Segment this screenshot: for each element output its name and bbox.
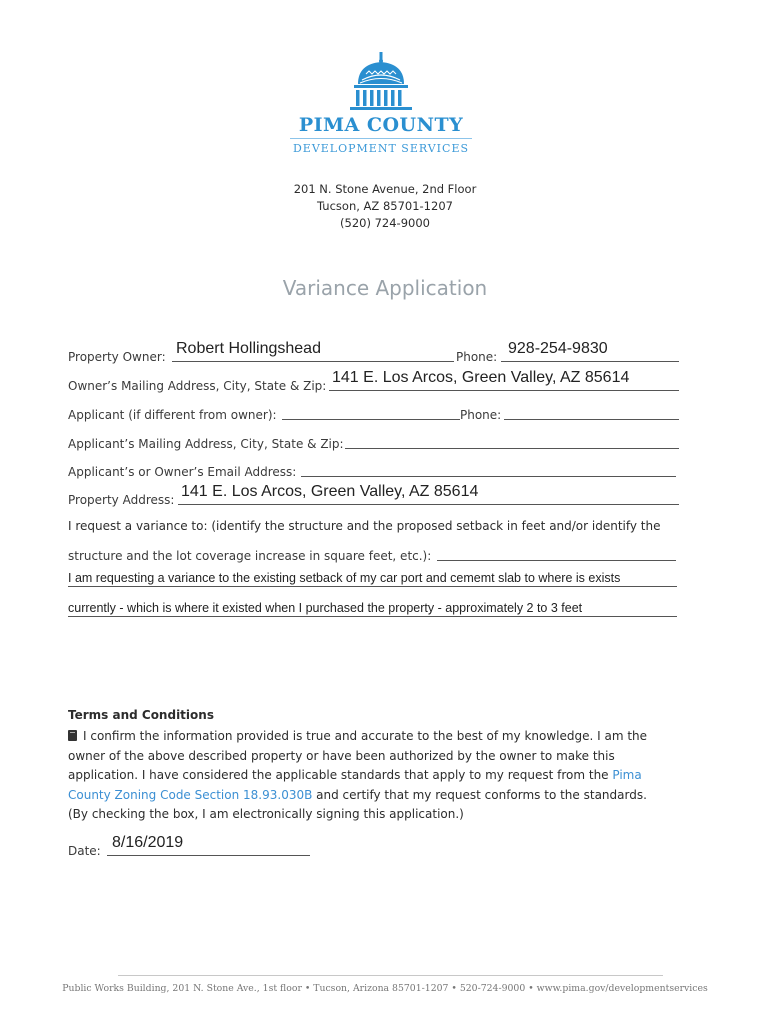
office-address [0,181,770,232]
logo-divider [290,138,472,139]
terms-body [68,727,678,825]
property-address-row [68,483,680,507]
address-line-2: Tucson, AZ 85701-1207 [317,199,453,213]
property-owner-value: Robert Hollingshead [176,340,321,357]
form-title: Variance Application [282,276,488,300]
owner-phone-label: Phone: [456,350,498,364]
variance-request-row [68,545,680,563]
applicant-mailing-label: Applicant’s Mailing Address, City, State & Zip: [68,437,344,451]
property-owner-label: Property Owner: [68,350,166,364]
variance-request-field[interactable] [437,560,676,561]
courthouse-dome-icon [346,52,416,112]
date-field[interactable] [107,855,310,856]
property-owner-field[interactable] [172,361,454,362]
address-phone: (520) 724-9000 [340,216,430,230]
zoning-code-link[interactable]: Pima [612,768,642,782]
applicant-label: Applicant (if different from owner): [68,408,277,422]
applicant-mailing-row [68,433,680,451]
applicant-mailing-field[interactable] [345,448,679,449]
owner-mailing-label: Owner’s Mailing Address, City, State & Zip: [68,379,327,393]
terms-line-5: (By checking the box, I am electronically signing this application.) [68,807,464,821]
terms-heading: Terms and Conditions [68,708,214,722]
email-label: Applicant’s or Owner’s Email Address: [68,465,297,479]
date-value: 8/16/2019 [112,834,184,851]
pima-county-logo [290,52,472,156]
footer-contact: Public Works Building, 201 N. Stone Ave., 1st floor • Tucson, Arizona 85701-1207 • 520-724-9000 • www.pima.gov/developmentservices [62,983,708,994]
applicant-row [68,404,680,422]
property-address-label: Property Address: [68,493,175,507]
address-line-1: 201 N. Stone Avenue, 2nd Floor [293,182,477,196]
email-field[interactable] [301,476,676,477]
date-label: Date: [68,844,101,858]
property-address-field[interactable] [178,504,679,505]
variance-detail-line-1[interactable]: I am requesting a variance to the existing setback of my car port and cememt slab to where is exists [68,570,677,587]
terms-line-4: and certify that my request conforms to the standards. [312,787,647,802]
terms-line-3: application. I have considered the applicable standards that apply to my request from the [68,768,613,782]
applicant-phone-field[interactable] [504,419,679,420]
owner-mailing-row [68,369,680,393]
applicant-field[interactable] [282,419,460,420]
date-row [68,834,318,858]
zoning-code-link-cont[interactable]: County Zoning Code Section 18.93.030B [68,787,313,802]
owner-phone-value: 928-254-9830 [508,340,608,357]
email-row [68,461,680,479]
variance-request-text-2: structure and the lot coverage increase in square feet, etc.): [68,549,432,563]
variance-detail-line-2[interactable]: currently - which is where it existed when I purchased the property - approximately 2 to 3 feet [68,600,677,617]
variance-request-text-1: I request a variance to: (identify the structure and the proposed setback in feet and/or identify the [68,519,661,533]
owner-mailing-value: 141 E. Los Arcos, Green Valley, AZ 85614 [332,369,630,386]
org-subtitle: DEVELOPMENT SERVICES [292,142,470,155]
applicant-phone-label: Phone: [460,408,502,422]
property-owner-row [68,340,680,364]
terms-line-1: I confirm the information provided is true and accurate to the best of my knowledge. I am the [83,729,648,743]
owner-mailing-field[interactable] [329,390,679,391]
terms-checkbox[interactable] [68,730,77,741]
terms-line-2: owner of the above described property or have been authorized by the owner to make this [68,748,615,763]
org-name: PIMA COUNTY [298,114,464,136]
property-address-value: 141 E. Los Arcos, Green Valley, AZ 85614 [181,483,479,500]
owner-phone-field[interactable] [501,361,679,362]
footer-divider [118,975,663,976]
